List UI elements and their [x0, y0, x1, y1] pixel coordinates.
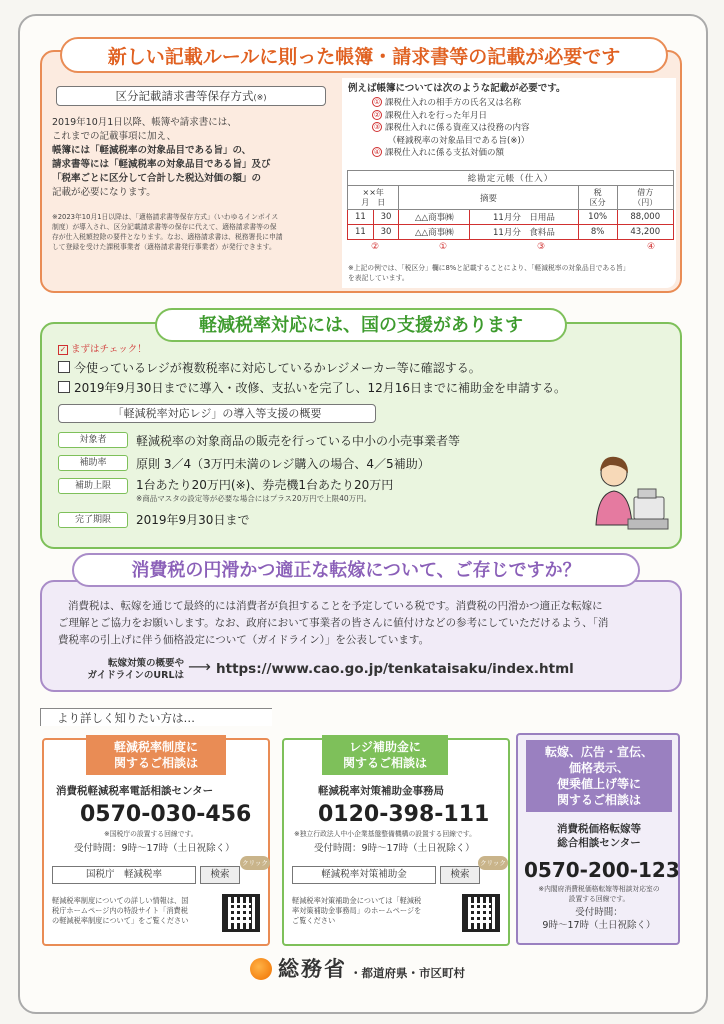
click-badge: クリック: [240, 856, 270, 870]
support-rate-text: 原則 3／4（3万円未満のレジ購入の場合、4／5補助）: [136, 457, 430, 471]
tag-target: 対象者: [58, 432, 128, 448]
tax-search-input[interactable]: 国税庁 軽減税率: [52, 866, 196, 884]
price-consult-head: 転嫁、広告・宣伝、 価格表示、 便乗値上げ等に 関するご相談は: [526, 740, 672, 812]
check-first-label: ✓ まずはチェック！: [59, 344, 147, 355]
url-label: 転嫁対策の概要や ガイドラインのURLは: [87, 658, 184, 681]
check-item-deadline[interactable]: 2019年9月30日までに導入・改修、支払いを完了し、12月16日までに補助金を申請する。: [58, 379, 566, 396]
checkbox-icon[interactable]: [58, 381, 70, 393]
tax-center-phone[interactable]: 0570-030-456: [80, 802, 252, 827]
support-overview-subhead: 「軽減税率対応レジ」の導入等支援の概要: [58, 404, 376, 423]
check-item-register[interactable]: 今使っているレジが複数税率に対応しているかレジメーカー等に確認する。: [58, 359, 481, 376]
partner-governments: ・都道府県・市区町村: [350, 966, 465, 980]
tax-center-note: ※国税庁の設置する回線です。: [104, 830, 198, 838]
tax-site-desc: 軽減税率制度についての詳しい情報は、国 税庁ホームページ内の特設サイト「消費税 の軽減税率制度について」をご覧ください: [52, 896, 189, 925]
support-deadline-text: 2019年9月30日まで: [136, 513, 250, 527]
general-ledger-table: 総勘定元帳（仕入） ××年 月 日 摘要 税 区分 借方 （円） 11 30 △△商事㈱ 11月分 日用品 10% 88,000 11 30 △△商事㈱ 11月分 食料品 8% 43,200: [347, 170, 674, 240]
support-target-text: 軽減税率の対象商品の販売を行っている中小の小売事業者等: [136, 434, 461, 448]
price-center-note: ※内閣府消費税価格転嫁等相談対応室の 設置する回線です。: [538, 885, 660, 903]
tag-subsidy-limit: 補助上限: [58, 478, 128, 494]
price-center-name: 消費税価格転嫁等 総合相談センター: [557, 823, 641, 849]
tax-center-hours: 受付時間：9時～17時（土日祝除く）: [74, 843, 235, 854]
register-consult-head: レジ補助金に 関するご相談は: [322, 735, 448, 775]
ledger-items-list: ① 課税仕入れの相手方の氏名又は名称 ② 課税仕入れを行った年月日 ③ 課税仕入れに係る資産又は役務の内容 （軽減税率の対象品目である旨(※)） ④ 課税仕入れに係る支払対価の額: [373, 98, 530, 158]
support-limit-text: 1台あたり20万円(※)、券売機1台あたり20万円: [136, 478, 394, 492]
register-office-hours: 受付時間：9時～17時（土日祝除く）: [314, 843, 475, 854]
tax-center-name: 消費税軽減税率電話相談センター: [56, 785, 214, 797]
price-center-phone[interactable]: 0570-200-123: [524, 858, 680, 882]
ledger-intro: 例えば帳簿については次のような記載が必要です。: [348, 83, 566, 94]
invoice-system-note: ※2023年10月1日以降は、「適格請求書等保存方式」（いわゆるインボイス 制度）が導入され、区分記載請求書等の保存に代えて、適格請求書等の保 存が仕入税額控除の要件となります。なお、適格請求書は、税務署長に申請 して登録を受けた課税事業者（適格請求書発行事業者）が発行できます。: [52, 213, 283, 251]
register-qr-code-icon[interactable]: [462, 894, 500, 932]
support-limit-note: ※商品マスタの設定等が必要な場合にはプラス20万円で上限40万円。: [136, 494, 372, 503]
tag-subsidy-rate: 補助率: [58, 455, 128, 471]
ledger-row: 11 30 △△商事㈱ 11月分 日用品 10% 88,000: [348, 210, 674, 225]
register-support-title: 軽減税率対応には、国の支援があります: [155, 308, 567, 342]
register-office-phone[interactable]: 0120-398-111: [318, 802, 490, 827]
invoice-rules-title: 新しい記載ルールに則った帳簿・請求書等の記載が必要です: [60, 37, 668, 73]
register-office-note: ※独立行政法人中小企業基盤整備機構の設置する回線です。: [294, 830, 476, 838]
register-search-input[interactable]: 軽減税率対策補助金: [292, 866, 436, 884]
guideline-url-link[interactable]: https://www.cao.go.jp/tenkataisaku/index.html: [216, 661, 574, 677]
arrow-right-icon: ⟶: [188, 657, 211, 676]
register-office-name: 軽減税率対策補助金事務局: [318, 785, 444, 797]
shopkeeper-illustration: [588, 445, 670, 535]
tax-shift-body: 消費税は、転嫁を通じて最終的には消費者が負担することを予定している税です。消費税の円滑かつ適正な転嫁に ご理解とご協力をお願いします。なお、政府において事業者の皆さんに値付けなどの参考にしていただけるよう、「消 費税率の引上げに伴う価格設定について（ガイドライン）」を公表しています。: [58, 600, 609, 646]
click-badge: クリック: [478, 856, 508, 870]
ministry-logo-icon: [250, 958, 272, 980]
ministry-name: 総務省: [278, 957, 347, 981]
tax-search-button[interactable]: 検索: [200, 866, 240, 884]
invoice-method-subhead: 区分記載請求書等保存方式(※): [56, 86, 326, 106]
more-info-heading: より詳しく知りたい方は…: [40, 708, 272, 726]
tax-consult-head: 軽減税率制度に 関するご相談は: [86, 735, 226, 775]
tax-shift-title: 消費税の円滑かつ適正な転嫁について、ご存じですか？: [72, 553, 640, 587]
invoice-rules-body: 2019年10月1日以降、帳簿や請求書には、 これまでの記載事項に加え、 帳簿には「軽減税率の対象品目である旨」の、 請求書等には「軽減税率の対象品目である旨」及び 「税率ごとに区分して合計した税込対価の額」の 記載が必要になります。: [52, 117, 271, 198]
checkbox-icon[interactable]: [58, 361, 70, 373]
tax-qr-code-icon[interactable]: [222, 894, 260, 932]
register-search-button[interactable]: 検索: [440, 866, 480, 884]
ledger-note: ※上記の例では、「税区分」欄に8%と記載することにより、「軽減税率の対象品目である旨」 を表記しています。: [348, 264, 630, 282]
ledger-row: 11 30 △△商事㈱ 11月分 食料品 8% 43,200: [348, 225, 674, 240]
price-center-hours: 受付時間： 9時～17時（土日祝除く）: [542, 907, 656, 931]
tag-deadline: 完了期限: [58, 512, 128, 528]
register-site-desc: 軽減税率対策補助金については「軽減税 率対策補助金事務局」のホームページを ご覧ください: [292, 896, 422, 925]
